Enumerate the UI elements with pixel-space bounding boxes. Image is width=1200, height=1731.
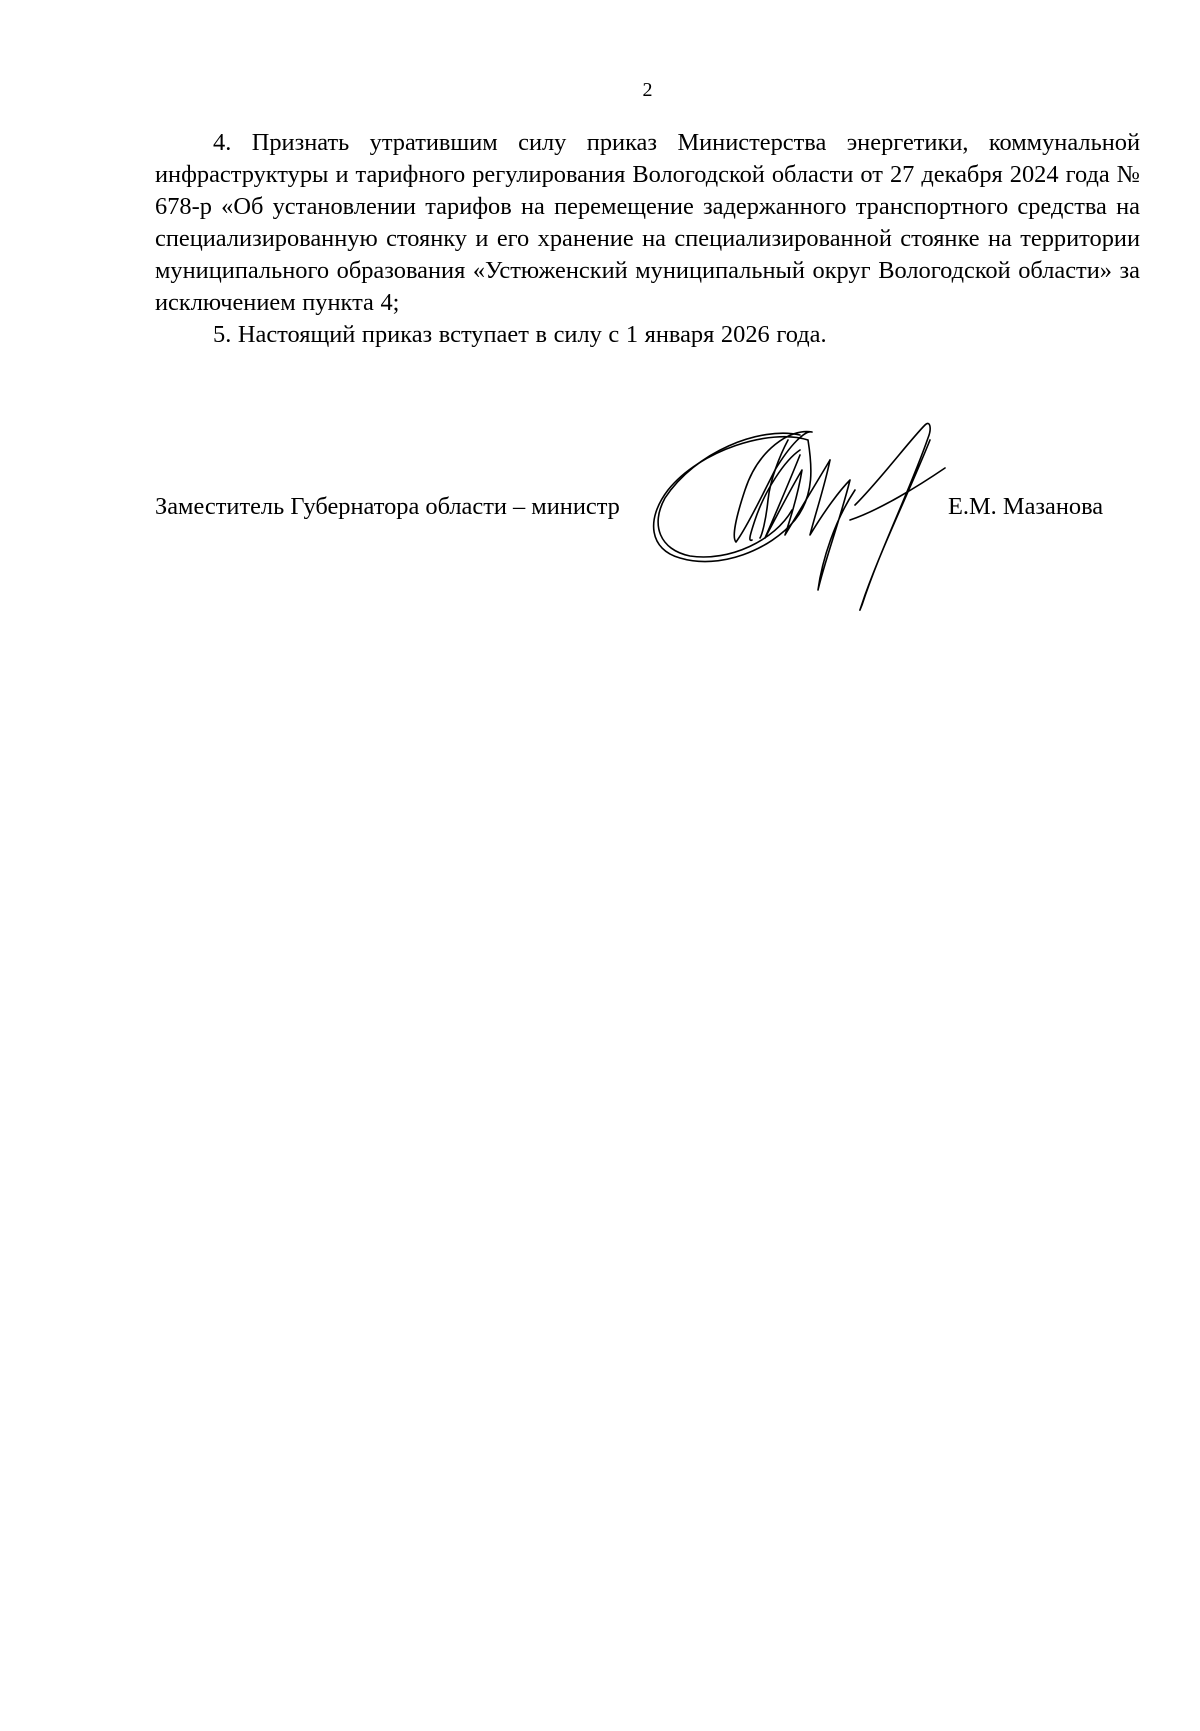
page-number: 2 [642, 79, 653, 101]
signatory-position: Заместитель Губернатора области – министр [155, 493, 620, 520]
signatory-name: Е.М. Мазанова [948, 493, 1104, 520]
paragraph-5: 5. Настоящий приказ вступает в силу с 1 января 2026 года. [213, 321, 827, 348]
document-body [155, 127, 1140, 351]
paragraph-4: 4. Признать утратившим силу приказ Министерства энергетики, коммунальной инфраструктуры и тарифного регулирования Вологодской области от 27 декабря 2024 года № 678-р «Об установлении тарифов на перемещение задержанного транспортного средства на специализированную стоянку и его хранение на специализированной стоянке на территории муниципального образования «Устюженский муниципальный округ Вологодской области» за исключением пункта 4; [155, 129, 1140, 316]
handwritten-signature-icon [640, 410, 960, 630]
